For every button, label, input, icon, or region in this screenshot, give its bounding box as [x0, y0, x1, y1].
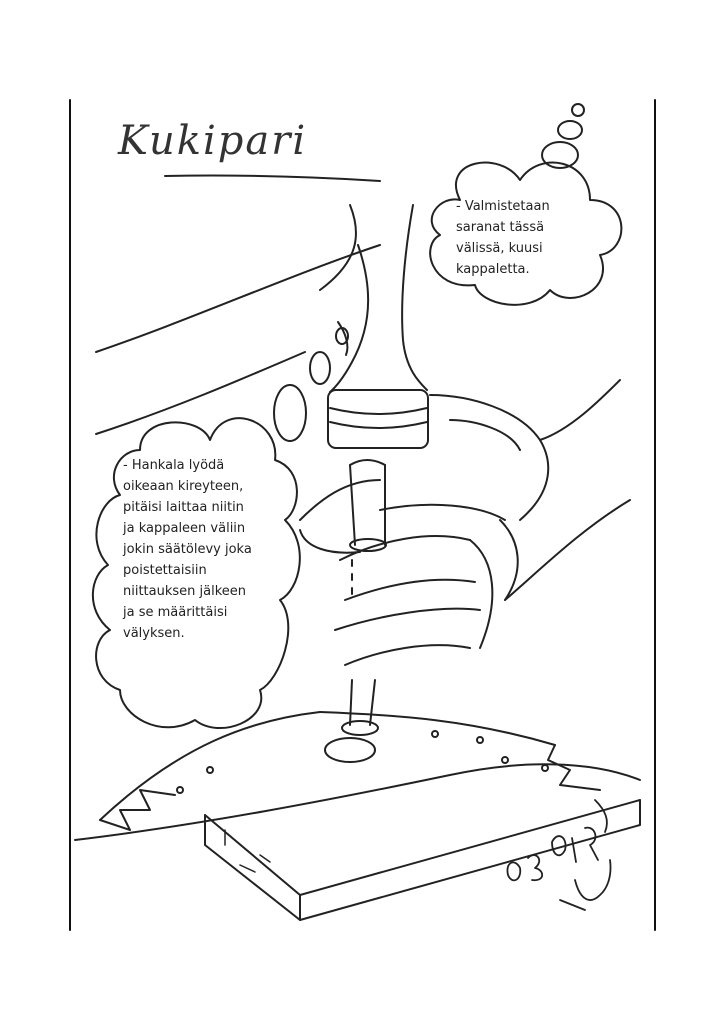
- rivet-punch: [300, 460, 386, 735]
- thought-bubble-left-text: - Hankala lyödä oikeaan kireyteen, pitäisi laittaa niitin ja kappaleen väliin jokin säätölevy joka poistettaisiin niittauksen jälkeen ja se määrittäisi välyksen.: [123, 458, 252, 641]
- hinge-plates: [75, 712, 640, 840]
- hammer: [328, 205, 428, 448]
- signature-drawing: [507, 800, 610, 910]
- wood-block: [205, 800, 640, 920]
- arm-lower-line: [96, 352, 305, 434]
- arm-fold: [320, 205, 356, 290]
- page-title: Kukipari: [118, 118, 308, 164]
- thought-bubble-right-text: - Valmistetaan saranat tässä välissä, kuusi kappaletta.: [456, 199, 550, 277]
- arm-fold-2: [338, 322, 347, 355]
- title-underline: [165, 176, 380, 181]
- arm-upper-line: [96, 245, 380, 352]
- hand: [335, 380, 630, 665]
